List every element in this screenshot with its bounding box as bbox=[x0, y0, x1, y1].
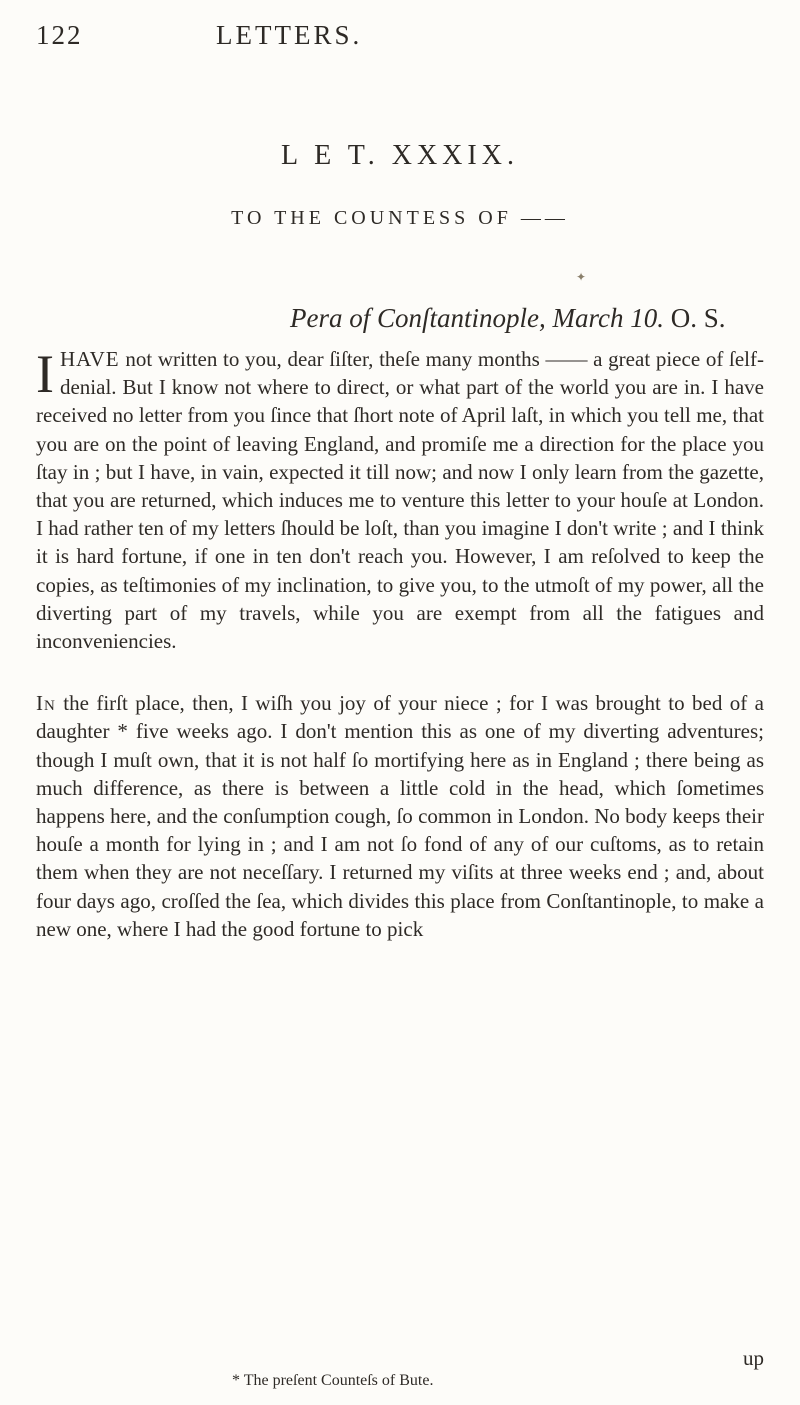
running-title: LETTERS. bbox=[216, 20, 363, 50]
ornament-mark-icon: ✦ bbox=[576, 270, 587, 284]
paragraph-2-lead: In bbox=[36, 691, 56, 716]
catchword: up bbox=[743, 1346, 764, 1370]
dateline bbox=[290, 303, 726, 334]
paragraph-1 bbox=[36, 345, 764, 655]
drop-cap: I bbox=[36, 344, 54, 404]
paragraph-2-text: the firſt place, then, I wiſh you joy of your niece ; for I was brought to bed of a daughter * five weeks ago. I don't mention this as one of my diverting adventures; though I muſt own, that it is not half ſo mortifying here as in England ; there being as much difference, as there is between a little cold in the head, which ſometimes happens here, and the conſumption cough, ſo common in London. No body keeps their houſe a month for lying in ; and I am not ſo fond of any of our cuſtoms, as to retain them when they are not neceſſary. I returned my viſits at three weeks end ; and, about four days ago, croſſed the ſea, which divides this place from Conſtantinople, to make a new one, where I had the good fortune to pick bbox=[36, 691, 765, 941]
footnote bbox=[232, 1372, 433, 1390]
dateline-style: O. S. bbox=[670, 303, 726, 333]
paragraph-1-text: not written to you, dear ſiſter, theſe many months —— a great piece of ſelf-denial. But I know not where to direct, or what part of the world you are in. I have received no letter from you ſince that ſhort note of April laſt, in which you tell me, that you are on the point of leaving England, and promiſe me a direction for the place you ſtay in ; but I have, in vain, expected it till now; and now I only learn from the gazette, that you are returned, which induces me to venture this letter to your houſe at London. I had rather ten of my letters ſhould be loſt, than you imagine I don't write ; and I think it is hard fortune, if one in ten don't reach you. However, I am reſolved to keep the copies, as teſtimonies of my inclination, to give you, to the utmoſt of my power, all the diverting part of my travels, while you are exempt from all the fatigues and inconveniencies. bbox=[36, 347, 765, 654]
paragraph-1-lead: HAVE bbox=[59, 347, 120, 371]
paragraph-2 bbox=[36, 689, 764, 943]
letter-body bbox=[36, 345, 764, 943]
footnote-text: The preſent Counteſs of Bute. bbox=[243, 1372, 434, 1389]
addressee: TO THE COUNTESS OF —— bbox=[231, 207, 569, 229]
dateline-place: Pera of Conſtantinople, bbox=[290, 303, 546, 333]
footnote-mark: * bbox=[232, 1372, 240, 1389]
dateline-date: March 10. bbox=[552, 303, 664, 333]
page-number: 122 bbox=[36, 20, 83, 50]
letter-number: L E T. XXXIX. bbox=[281, 140, 519, 171]
running-head bbox=[36, 20, 536, 60]
